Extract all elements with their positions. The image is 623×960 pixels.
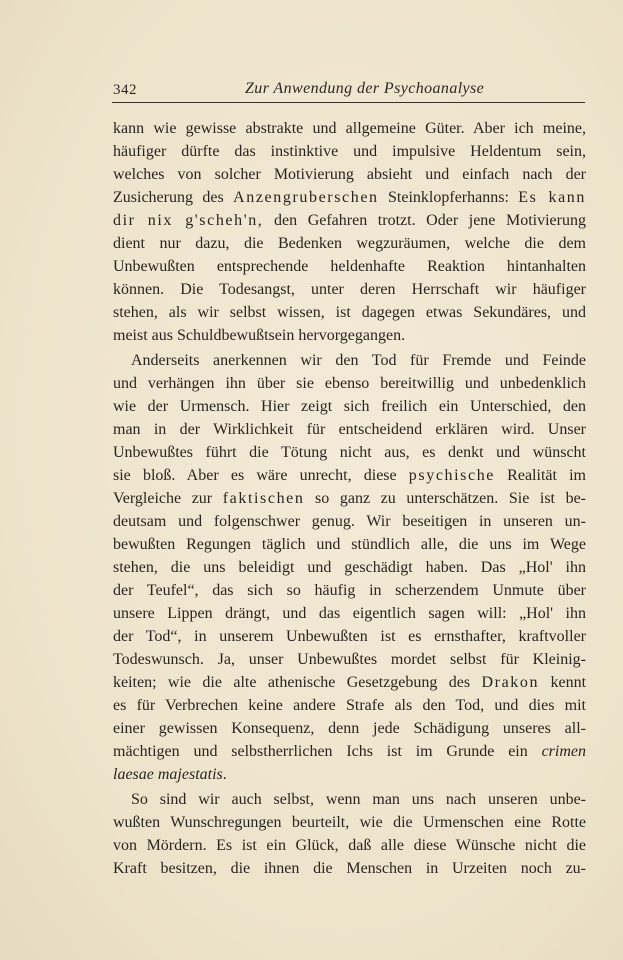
text-line [113, 188, 586, 208]
text-segment: bewußten Regungen täglich und stündlich alle, die uns im Wege [113, 536, 586, 553]
text-segment: Unbewußtes führt die Tötung nicht aus, es denkt und wünscht [113, 444, 586, 461]
text-segment: man in der Wirklichkeit für entscheidend erklären wird. Unser [113, 421, 586, 438]
text-segment: kann wie gewisse abstrakte und allgemeine Güter. Aber ich meine, [113, 120, 586, 137]
text-segment: wie der Urmensch. Hier zeigt sich freilich ein Unterschied, den [113, 398, 586, 415]
italic-text: crimen [541, 743, 586, 760]
text-segment: meist aus Schuldbewußtsein hervorgegangen. [113, 327, 406, 344]
text-line [113, 836, 586, 856]
text-line [113, 558, 586, 578]
text-line [113, 673, 586, 693]
text-line [113, 790, 586, 810]
header-rule [112, 102, 585, 103]
text-segment: So sind wir auch selbst, wenn man uns nach unseren unbe- [131, 791, 586, 808]
text-segment: keiten; wie die alte athenische Gesetzgebung des [113, 674, 482, 691]
text-segment: so ganz zu unterschätzen. Sie ist be- [304, 490, 587, 507]
italic-text: laesae majestatis [113, 766, 223, 783]
text-line [113, 257, 586, 277]
text-segment: der Tod“, in unserem Unbewußten ist es ernsthafter, kraftvoller [113, 628, 586, 645]
text-line [113, 719, 586, 739]
text-segment: welches von solcher Motivierung absieht und einfach nach der [113, 166, 586, 183]
text-segment: Anderseits anerkennen wir den Tod für Fremde und Feinde [131, 352, 586, 369]
text-line [113, 489, 586, 509]
text-line [113, 303, 586, 323]
text-line [113, 650, 586, 670]
text-line [113, 696, 586, 716]
text-line [113, 142, 586, 162]
text-line [113, 165, 586, 185]
text-segment: unsere Lippen drängt, und das eigentlich sagen will: „Hol' ihn [113, 605, 586, 622]
text-line [113, 859, 586, 879]
text-line [113, 326, 586, 346]
text-line [113, 420, 586, 440]
text-segment: der Teufel“, das sich so häufig in scherzendem Unmute über [113, 582, 586, 599]
text-line [113, 374, 586, 394]
text-line [113, 813, 586, 833]
text-segment: es für Verbrechen keine andere Strafe als den Tod, und dies mit [113, 697, 586, 714]
text-segment: und verhängen ihn über sie ebenso bereitwillig und unbedenklich [113, 375, 586, 392]
text-segment: mächtigen und selbstherrlichen Ichs ist im Grunde ein [113, 743, 542, 760]
text-line [113, 627, 586, 647]
text-segment: . [222, 766, 227, 783]
text-line [113, 765, 586, 785]
text-segment: dient nur dazu, die Bedenken wegzuräumen, welche die dem [113, 235, 586, 252]
text-segment: Zusicherung des [113, 189, 234, 206]
text-line [113, 280, 586, 300]
text-line [113, 512, 586, 532]
text-segment: Vergleiche zur [113, 490, 223, 507]
text-segment: wußten Wunschregungen beurteilt, wie die Urmenschen eine Rotte [113, 814, 586, 831]
text-segment: Todeswunsch. Ja, unser Unbewußtes mordet selbst für Kleinig- [113, 651, 586, 668]
text-line [113, 535, 586, 555]
emphasized-text: Drakon [481, 674, 540, 691]
text-segment: den Gefahren trotzt. Oder jene Motivierung [263, 212, 586, 229]
text-segment: Kraft besitzen, die ihnen die Menschen in Urzeiten noch zu- [113, 860, 586, 877]
text-line [113, 443, 586, 463]
text-line [113, 397, 586, 417]
text-line [113, 119, 586, 139]
emphasized-text: Es kann [518, 189, 586, 206]
emphasized-text: Anzengruberschen [233, 189, 379, 206]
text-segment: sie bloß. Aber es wäre unrecht, diese [113, 467, 409, 484]
text-segment: können. Die Todesangst, unter deren Herrschaft wir häufiger [113, 281, 586, 298]
emphasized-text: dir nix g'scheh'n, [113, 212, 264, 229]
text-segment: Steinklopferhanns: [378, 189, 519, 206]
text-segment: einer gewissen Konsequenz, denn jede Schädigung unseres all- [113, 720, 586, 737]
text-segment: häufiger dürfte das instinktive und impulsive Heldentum sein, [113, 143, 586, 160]
text-line [113, 234, 586, 254]
running-head: Zur Anwendung der Psychoanalyse [245, 80, 485, 97]
emphasized-text: faktischen [222, 490, 305, 507]
text-segment: Unbewußten entsprechende heldenhafte Reaktion hintanhalten [113, 258, 586, 275]
text-segment: stehen, als wir selbst wissen, ist dagegen etwas Sekundäres, und [113, 304, 586, 321]
page-number: 342 [113, 82, 137, 98]
text-segment: stehen, die uns beleidigt und geschädigt haben. Das „Hol' ihn [113, 559, 586, 576]
text-line [113, 211, 586, 231]
text-line [113, 581, 586, 601]
text-segment: kennt [539, 674, 587, 691]
text-line [113, 604, 586, 624]
text-segment: deutsam und folgenschwer genug. Wir beseitigen in unseren un- [113, 513, 586, 530]
text-segment: von Mördern. Es ist ein Glück, daß alle diese Wünsche nicht die [113, 837, 586, 854]
text-segment: Realität im [495, 467, 586, 484]
text-line [113, 351, 586, 371]
text-line [113, 466, 586, 486]
text-line [113, 742, 586, 762]
emphasized-text: psychische [408, 467, 495, 484]
